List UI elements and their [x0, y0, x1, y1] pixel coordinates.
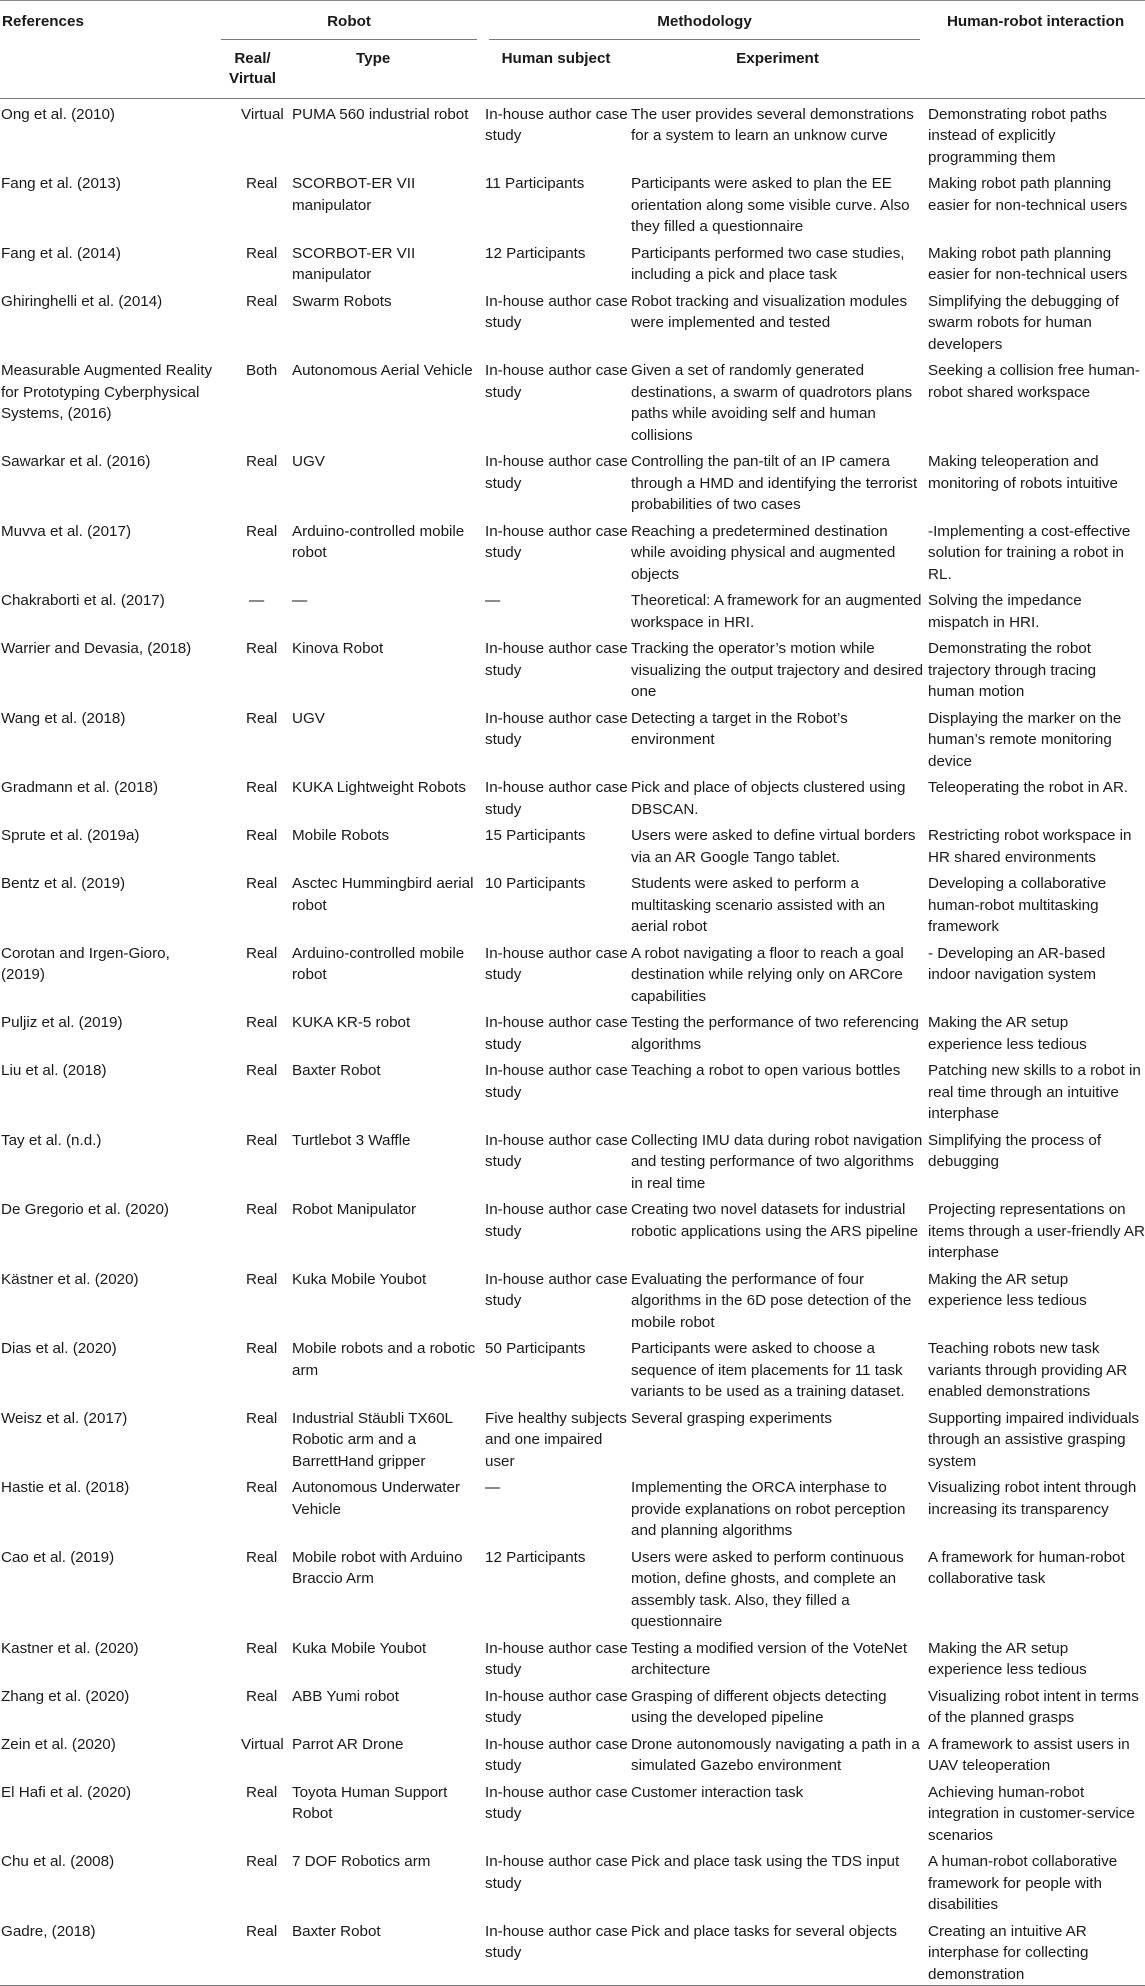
ref-cell: Kastner et al. (2020): [1, 1639, 139, 1657]
hri-cell: Making teleoperation and monitoring of robots intuitive: [928, 453, 1118, 492]
ref-cell: Cao et al. (2019): [1, 1548, 115, 1566]
table-row: [0, 1007, 1145, 1055]
hri-cell: Restricting robot workspace in HR shared environments: [928, 827, 1132, 866]
real-virtual-cell: Real: [246, 175, 278, 192]
human-subject-cell: In-house author case study: [485, 1270, 628, 1309]
experiment-cell: Several grasping experiments: [631, 1409, 832, 1427]
experiment-cell: Testing the performance of two referencing algorithms: [631, 1014, 919, 1053]
header-robot: Robot: [215, 1, 483, 40]
experiment-cell: Participants were asked to plan the EE orientation along some visible curve. Also they filled a questionnaire: [631, 175, 910, 235]
experiment-cell: Pick and place of objects clustered using DBSCAN.: [631, 779, 906, 818]
ref-cell: Kästner et al. (2020): [1, 1270, 139, 1288]
hri-cell: Simplifying the debugging of swarm robots for human developers: [928, 292, 1119, 353]
hri-cell: -Implementing a cost-effective solution for training a robot in RL.: [928, 522, 1131, 583]
type-cell: UGV: [292, 453, 325, 470]
table-row: [0, 1264, 1145, 1334]
real-virtual-cell: Real: [246, 944, 278, 962]
type-cell: Industrial Stäubli TX60L Robotic arm and a BarrettHand gripper: [292, 1409, 453, 1470]
header-hri-blank: [926, 40, 1145, 99]
human-subject-cell: In-house author case study: [485, 292, 628, 331]
human-subject-cell: In-house author case study: [483, 1916, 629, 1986]
experiment-cell: Robot tracking and visualization modules were implemented and tested: [631, 292, 908, 331]
table-row: [0, 355, 1145, 446]
human-subject-cell: —: [485, 1479, 501, 1496]
hri-cell: Displaying the marker on the human’s remote monitoring device: [928, 709, 1122, 770]
hri-cell: A framework to assist users in UAV teleoperation: [928, 1735, 1130, 1774]
type-cell: KUKA KR-5 robot: [292, 1014, 411, 1031]
ref-cell: Liu et al. (2018): [1, 1062, 107, 1079]
human-subject-cell: In-house author case study: [485, 1735, 628, 1774]
human-subject-cell: In-house author case study: [485, 1783, 628, 1822]
human-subject-cell: Five healthy subjects and one impaired user: [485, 1409, 627, 1470]
ref-cell: Gadre, (2018): [0, 1916, 215, 1986]
table-row: [0, 772, 1145, 820]
hri-cell: Demonstrating robot paths instead of explicitly programming them: [928, 105, 1108, 166]
experiment-cell: Detecting a target in the Robot’s environment: [631, 709, 848, 748]
real-virtual-cell: Real: [246, 1131, 278, 1149]
real-virtual-cell: Real: [246, 709, 278, 727]
experiment-cell: Participants performed two case studies, including a pick and place task: [631, 244, 905, 283]
table-row: [0, 938, 1145, 1008]
ref-cell: Corotan and Irgen-Gioro, (2019): [1, 944, 170, 983]
hri-cell: Making the AR setup experience less tedious: [928, 1639, 1087, 1678]
hri-cell: Making the AR setup experience less tedious: [928, 1014, 1087, 1053]
table-row: [0, 1194, 1145, 1264]
ref-cell: Fang et al. (2013): [1, 175, 121, 192]
table-row: [0, 98, 1145, 168]
ref-cell: Weisz et al. (2017): [1, 1409, 128, 1427]
header-real-virtual: Real/ Virtual: [215, 40, 290, 99]
type-cell: ABB Yumi robot: [292, 1687, 399, 1705]
ref-cell: Gradmann et al. (2018): [1, 779, 159, 796]
hri-cell: Making robot path planning easier for non-technical users: [928, 244, 1128, 283]
type-cell: Parrot AR Drone: [292, 1735, 404, 1753]
ref-cell: Tay et al. (n.d.): [1, 1131, 102, 1149]
real-virtual-cell: Both: [246, 362, 278, 379]
table-row: [0, 516, 1145, 586]
real-virtual-cell: —: [249, 592, 265, 609]
type-cell: Arduino-controlled mobile robot: [292, 522, 465, 561]
hri-cell: Demonstrating the robot trajectory through tracing human motion: [928, 640, 1097, 700]
experiment-cell: Testing a modified version of the VoteNet architecture: [631, 1639, 908, 1678]
real-virtual-cell: Real: [246, 1479, 278, 1496]
table-row: [0, 446, 1145, 516]
type-cell: Kinova Robot: [292, 640, 384, 657]
experiment-cell: Controlling the pan-tilt of an IP camera through a HMD and identifying the terrorist probabilities of two cases: [631, 453, 918, 513]
real-virtual-cell: Real: [246, 1783, 278, 1801]
experiment-cell: Customer interaction task: [631, 1783, 804, 1801]
ref-cell: Ong et al. (2010): [1, 105, 115, 123]
human-subject-cell: In-house author case study: [485, 1639, 628, 1678]
type-cell: Baxter Robot: [292, 1062, 381, 1079]
hri-cell: Making robot path planning easier for non-technical users: [928, 175, 1128, 214]
human-subject-cell: In-house author case study: [485, 105, 628, 144]
hri-cell: Teaching robots new task variants through providing AR enabled demonstrations: [928, 1340, 1128, 1400]
hri-cell: Supporting impaired individuals through an assistive grasping system: [928, 1409, 1140, 1470]
experiment-cell: Users were asked to define virtual borders via an AR Google Tango tablet.: [631, 827, 916, 866]
table-row: [0, 1846, 1145, 1916]
real-virtual-cell: Real: [246, 1062, 278, 1079]
human-subject-cell: In-house author case study: [485, 522, 628, 561]
real-virtual-cell: Virtual: [241, 105, 284, 123]
human-subject-cell: In-house author case study: [485, 1687, 628, 1726]
table-row: [0, 1542, 1145, 1633]
hri-cell: Simplifying the process of debugging: [928, 1131, 1102, 1170]
ref-cell: Hastie et al. (2018): [1, 1479, 130, 1496]
ref-cell: Bentz et al. (2019): [1, 875, 126, 892]
human-subject-cell: In-house author case study: [485, 640, 628, 679]
header-hri: Human-robot interaction: [946, 13, 1125, 30]
human-subject-cell: 15 Participants: [485, 827, 586, 844]
experiment-cell: Pick and place task using the TDS input: [631, 1853, 900, 1870]
real-virtual-cell: Real: [246, 522, 278, 540]
ref-cell: Zein et al. (2020): [1, 1735, 116, 1753]
type-cell: Mobile robot with Arduino Braccio Arm: [292, 1548, 463, 1587]
table-row: [0, 820, 1145, 868]
hri-cell: Solving the impedance mispatch in HRI.: [928, 592, 1082, 631]
real-virtual-cell: Real: [246, 1639, 278, 1657]
real-virtual-cell: Real: [246, 1409, 278, 1427]
human-subject-cell: In-house author case study: [485, 1853, 628, 1892]
table-row: [0, 1055, 1145, 1125]
hri-cell: Developing a collaborative human-robot multitasking framework: [928, 875, 1107, 935]
experiment-cell: Creating two novel datasets for industrial robotic applications using the ARS pipeline: [631, 1201, 919, 1240]
real-virtual-cell: Real: [246, 779, 278, 796]
real-virtual-cell: Real: [215, 1916, 290, 1986]
hri-cell: Seeking a collision free human-robot shared workspace: [928, 362, 1140, 401]
header-references-blank: [0, 40, 215, 99]
header-references: References: [2, 13, 84, 30]
ref-cell: Puljiz et al. (2019): [1, 1014, 123, 1031]
header-human-subject: Human subject: [483, 40, 629, 99]
human-subject-cell: —: [485, 592, 501, 609]
hri-cell: Projecting representations on items through a user-friendly AR interphase: [928, 1201, 1145, 1261]
table-row: [0, 1916, 1145, 1986]
ref-cell: Sprute et al. (2019a): [1, 827, 140, 844]
human-subject-cell: 12 Participants: [485, 244, 586, 262]
header-type: Type: [290, 40, 483, 99]
real-virtual-cell: Real: [246, 1270, 278, 1288]
type-cell: SCORBOT-ER VII manipulator: [292, 175, 416, 214]
type-cell: Baxter Robot: [290, 1916, 483, 1986]
ref-cell: Fang et al. (2014): [1, 244, 121, 262]
human-subject-cell: In-house author case study: [485, 362, 628, 401]
table-row: [0, 286, 1145, 356]
table-row: [0, 703, 1145, 773]
ref-cell: Chu et al. (2008): [1, 1853, 115, 1870]
experiment-cell: Grasping of different objects detecting using the developed pipeline: [631, 1687, 887, 1726]
type-cell: Swarm Robots: [292, 292, 392, 310]
human-subject-cell: 11 Participants: [485, 175, 585, 192]
type-cell: UGV: [292, 709, 325, 727]
type-cell: Asctec Hummingbird aerial robot: [292, 875, 474, 914]
real-virtual-cell: Real: [246, 1548, 278, 1566]
table-row: [0, 1777, 1145, 1847]
real-virtual-cell: Real: [246, 1687, 278, 1705]
experiment-cell: Participants were asked to choose a sequence of item placements for 11 task variants to be used as a training dataset.: [631, 1340, 905, 1400]
ref-cell: Muvva et al. (2017): [1, 522, 131, 540]
ref-cell: Chakraborti et al. (2017): [1, 592, 165, 609]
real-virtual-cell: Real: [246, 1201, 278, 1218]
hri-cell: - Developing an AR-based indoor navigation system: [928, 944, 1106, 983]
type-cell: Toyota Human Support Robot: [292, 1783, 448, 1822]
type-cell: Robot Manipulator: [292, 1201, 417, 1218]
experiment-cell: The user provides several demonstrations for a system to learn an unknow curve: [631, 105, 914, 144]
type-cell: —: [292, 592, 308, 609]
type-cell: Arduino-controlled mobile robot: [292, 944, 465, 983]
hri-cell: A framework for human-robot collaborative task: [928, 1548, 1125, 1587]
hri-cell: Visualizing robot intent through increasing its transparency: [928, 1479, 1137, 1518]
type-cell: Mobile Robots: [292, 827, 390, 844]
real-virtual-cell: Real: [246, 640, 278, 657]
real-virtual-cell: Real: [246, 1014, 278, 1031]
type-cell: Turtlebot 3 Waffle: [292, 1131, 411, 1149]
real-virtual-cell: Real: [246, 827, 278, 844]
experiment-cell: Collecting IMU data during robot navigation and testing performance of two algorithms in real time: [631, 1131, 923, 1192]
human-subject-cell: In-house author case study: [485, 1201, 628, 1240]
table-row: [0, 1729, 1145, 1777]
experiment-cell: A robot navigating a floor to reach a goal destination while relying only on ARCore capabilities: [631, 944, 904, 1005]
table-row: [0, 1681, 1145, 1729]
ref-cell: Wang et al. (2018): [1, 709, 126, 727]
type-cell: PUMA 560 industrial robot: [292, 105, 469, 123]
ref-cell: Dias et al. (2020): [1, 1340, 117, 1357]
hri-cell: Patching new skills to a robot in real time through an intuitive interphase: [928, 1062, 1141, 1122]
human-subject-cell: In-house author case study: [485, 709, 628, 748]
table-row: [0, 1125, 1145, 1195]
table-body: [0, 98, 1145, 1986]
table-row: [0, 1403, 1145, 1473]
type-cell: Autonomous Underwater Vehicle: [292, 1479, 460, 1518]
header-methodology: Methodology: [483, 1, 926, 40]
ref-cell: Ghiringhelli et al. (2014): [1, 292, 163, 310]
experiment-cell: Tracking the operator’s motion while visualizing the output trajectory and desired one: [631, 640, 924, 700]
experiment-cell: Evaluating the performance of four algorithms in the 6D pose detection of the mobile robot: [631, 1270, 912, 1331]
experiment-cell: Drone autonomously navigating a path in a simulated Gazebo environment: [631, 1735, 920, 1774]
experiment-cell: Pick and place tasks for several objects: [629, 1916, 926, 1986]
human-subject-cell: In-house author case study: [485, 1131, 628, 1170]
type-cell: 7 DOF Robotics arm: [292, 1853, 431, 1870]
header-experiment: Experiment: [629, 40, 926, 99]
human-subject-cell: 50 Participants: [485, 1340, 586, 1357]
human-subject-cell: 10 Participants: [485, 875, 586, 892]
ref-cell: Zhang et al. (2020): [1, 1687, 130, 1705]
table-row: [0, 585, 1145, 633]
table-row: [0, 633, 1145, 703]
ref-cell: Warrier and Devasia, (2018): [1, 640, 192, 657]
ref-cell: El Hafi et al. (2020): [1, 1783, 131, 1801]
human-subject-cell: In-house author case study: [485, 1014, 628, 1053]
hri-cell: Making the AR setup experience less tedious: [928, 1270, 1087, 1309]
human-subject-cell: In-house author case study: [485, 944, 628, 983]
type-cell: SCORBOT-ER VII manipulator: [292, 244, 416, 283]
real-virtual-cell: Real: [246, 1340, 278, 1357]
type-cell: Mobile robots and a robotic arm: [292, 1340, 476, 1379]
ref-cell: Sawarkar et al. (2016): [1, 453, 151, 470]
human-subject-cell: In-house author case study: [485, 779, 628, 818]
hri-cell: Achieving human-robot integration in customer-service scenarios: [928, 1783, 1135, 1844]
table-row: [0, 168, 1145, 238]
type-cell: Kuka Mobile Youbot: [292, 1270, 427, 1288]
experiment-cell: Implementing the ORCA interphase to provide explanations on robot perception and planning algorithms: [631, 1479, 906, 1539]
ref-cell: Measurable Augmented Reality for Prototyping Cyberphysical Systems, (2016): [1, 362, 213, 422]
experiment-cell: Theoretical: A framework for an augmented workspace in HRI.: [631, 592, 922, 631]
real-virtual-cell: Real: [246, 875, 278, 892]
experiment-cell: Given a set of randomly generated destinations, a swarm of quadrotors plans paths while avoiding self and human collisions: [631, 362, 913, 444]
hri-cell: Visualizing robot intent in terms of the planned grasps: [928, 1687, 1139, 1726]
type-cell: KUKA Lightweight Robots: [292, 779, 466, 796]
real-virtual-cell: Real: [246, 292, 278, 310]
experiment-cell: Reaching a predetermined destination while avoiding physical and augmented objects: [631, 522, 896, 583]
hri-cell: A human-robot collaborative framework for people with disabilities: [928, 1853, 1118, 1913]
real-virtual-cell: Real: [246, 1853, 278, 1870]
real-virtual-cell: Real: [246, 453, 278, 470]
type-cell: Kuka Mobile Youbot: [292, 1639, 427, 1657]
table-row: [0, 238, 1145, 286]
real-virtual-cell: Real: [246, 244, 278, 262]
type-cell: Autonomous Aerial Vehicle: [292, 362, 473, 379]
experiment-cell: Students were asked to perform a multitasking scenario assisted with an aerial robot: [631, 875, 886, 935]
table-row: [0, 1333, 1145, 1403]
experiment-cell: Teaching a robot to open various bottles: [631, 1062, 901, 1079]
table-row: [0, 1633, 1145, 1681]
hri-cell: Teleoperating the robot in AR.: [928, 779, 1129, 796]
real-virtual-cell: Virtual: [241, 1735, 284, 1753]
experiment-cell: Users were asked to perform continuous motion, define ghosts, and complete an assembly task. Also, they filled a questionnaire: [631, 1548, 904, 1630]
human-subject-cell: 12 Participants: [485, 1548, 586, 1566]
human-subject-cell: In-house author case study: [485, 1062, 628, 1101]
human-subject-cell: In-house author case study: [485, 453, 628, 492]
table-row: [0, 868, 1145, 938]
hri-cell: Creating an intuitive AR interphase for collecting demonstration: [926, 1916, 1145, 1986]
table-row: [0, 1472, 1145, 1542]
ref-cell: De Gregorio et al. (2020): [1, 1201, 169, 1218]
